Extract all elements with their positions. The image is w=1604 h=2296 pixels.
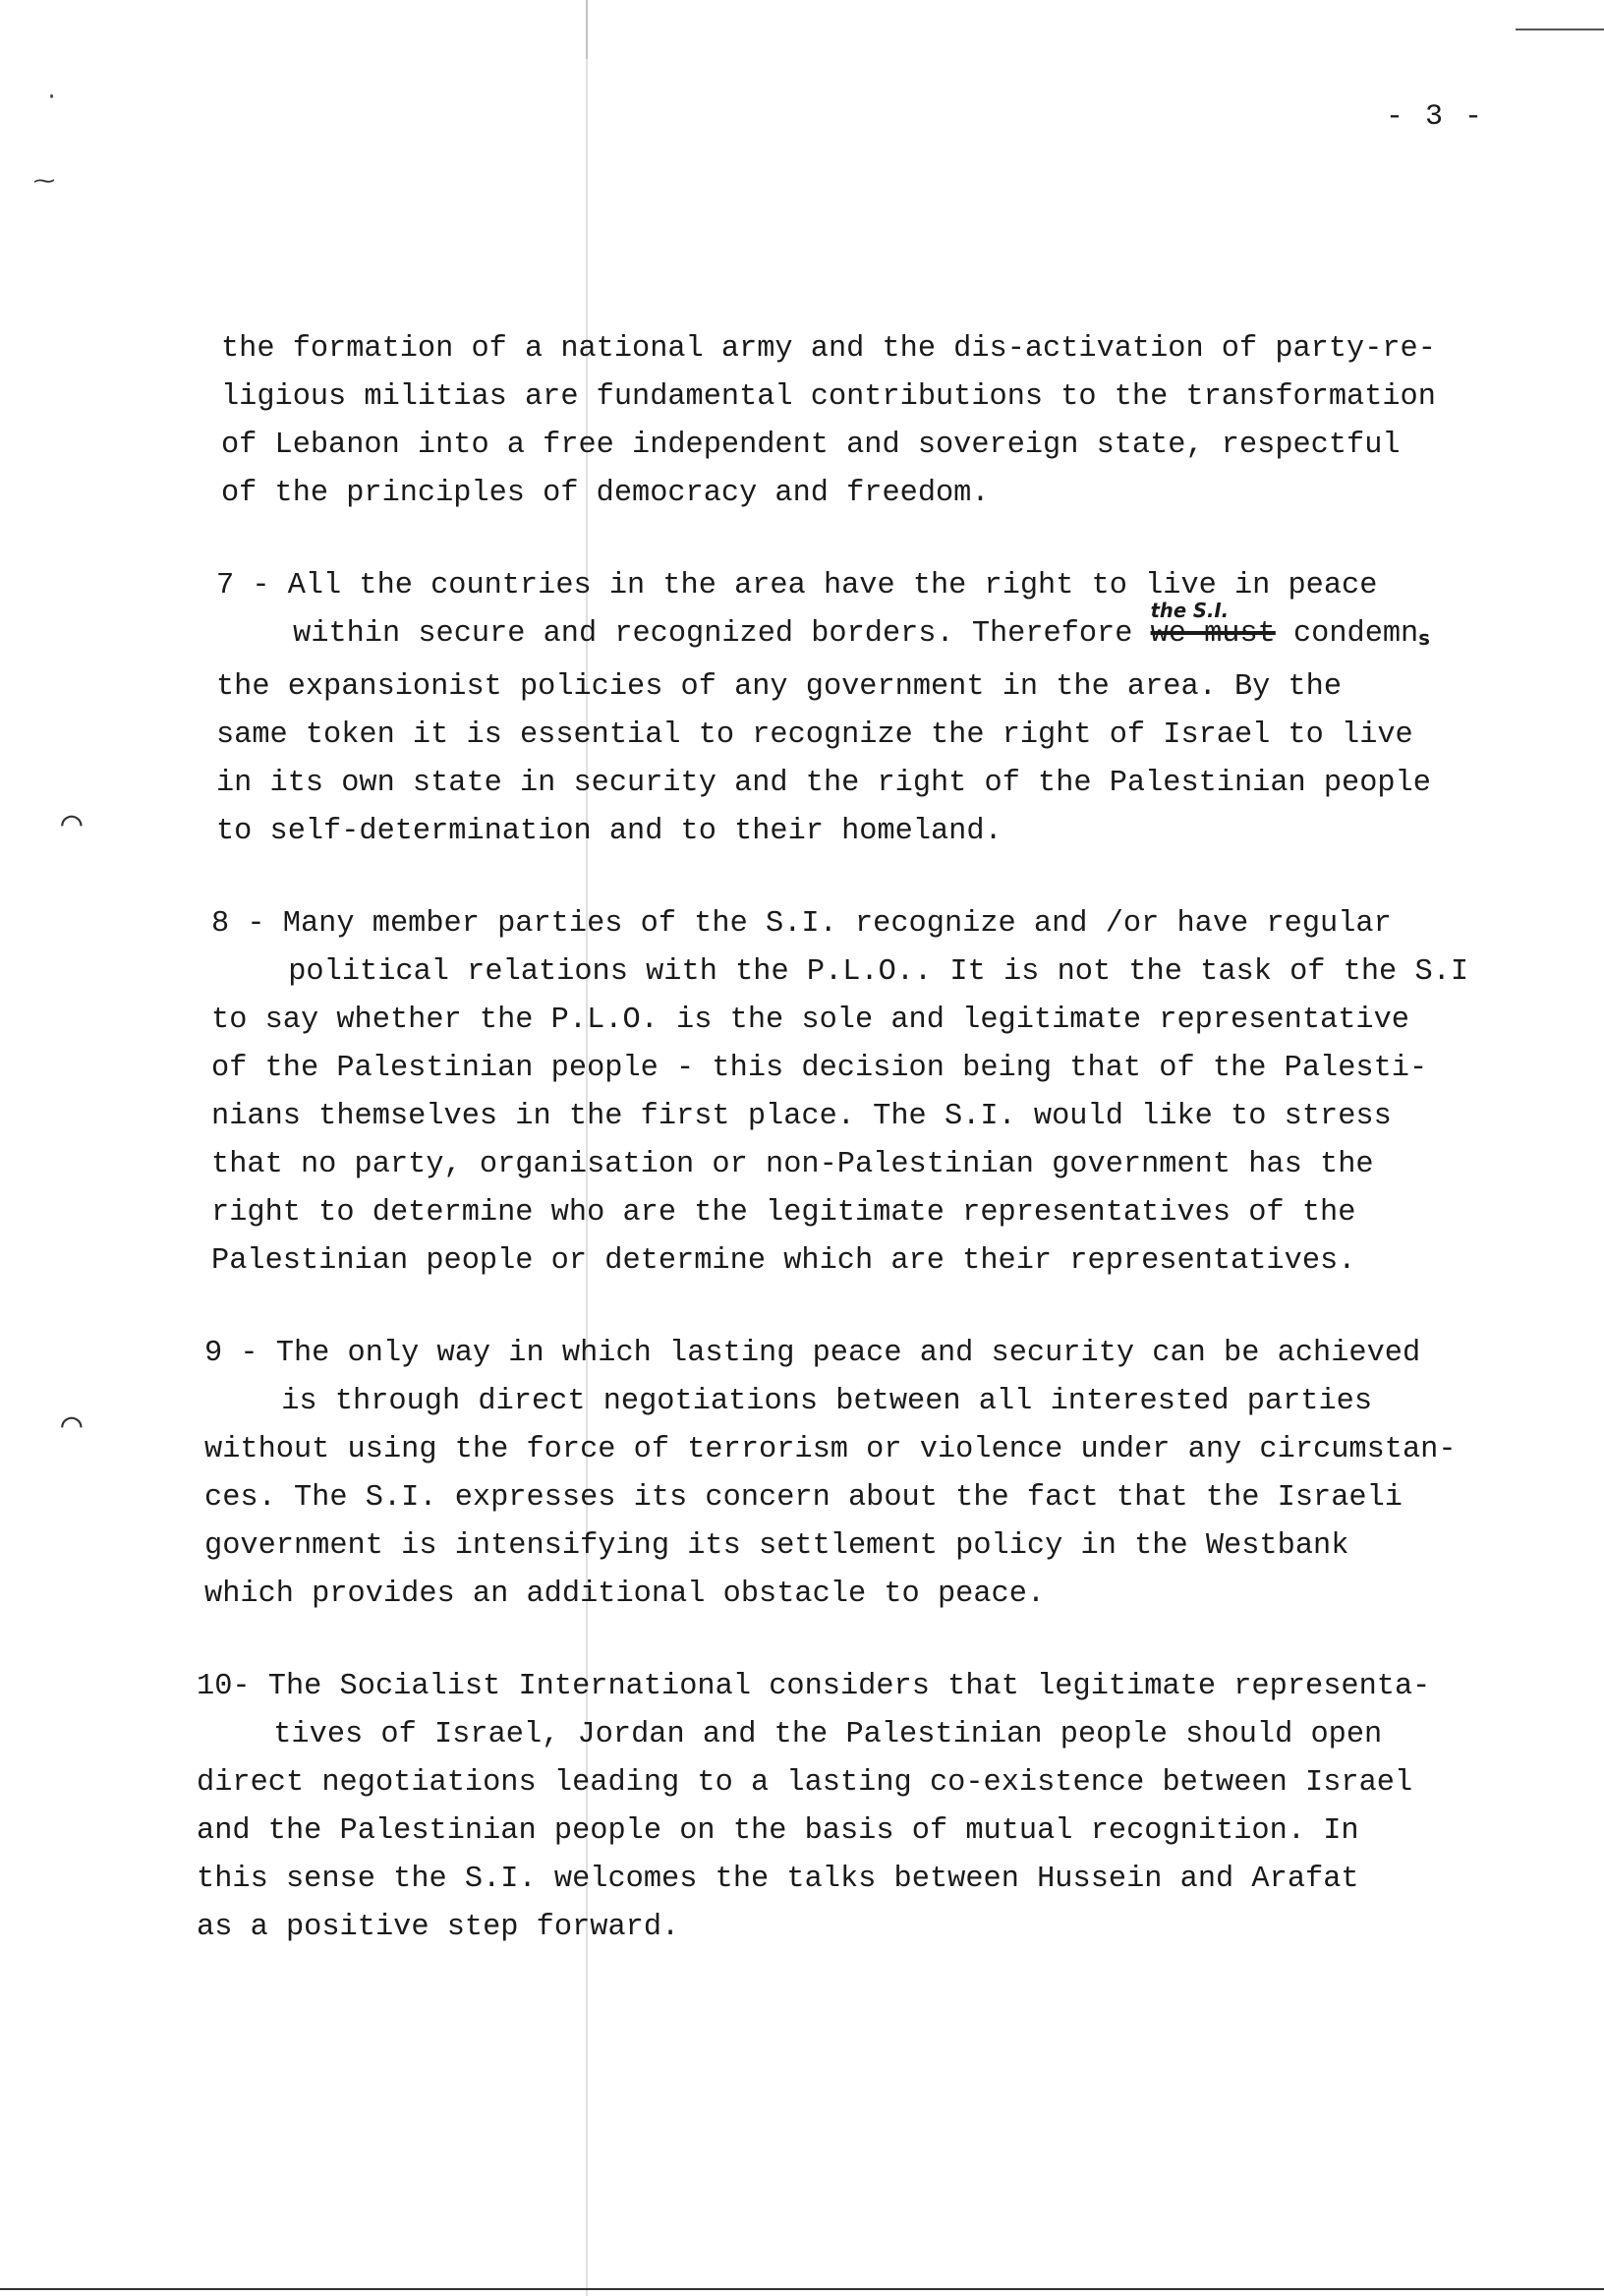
text-line: the expansionist policies of any government in the area. By the <box>216 669 1343 704</box>
text-line: 9 - The only way in which lasting peace and security can be achieved <box>204 1336 1421 1370</box>
text-line: 8 - Many member parties of the S.I. recognize and /or have regular <box>211 906 1392 941</box>
text-line: without using the force of terrorism or violence under any circumstan- <box>204 1432 1457 1466</box>
text-line: political relations with the P.L.O.. It is not the task of the S.I <box>288 954 1469 989</box>
paragraph-10 <box>197 1662 1604 1951</box>
paragraph-7 <box>216 561 1604 855</box>
text-line: the formation of a national army and the dis-activation of party-re- <box>221 331 1436 366</box>
text-line-with-correction <box>216 599 1579 662</box>
paragraph-6-continued <box>221 324 1604 517</box>
text-segment: condemn <box>1292 616 1419 651</box>
text-line: direct negotiations leading to a lasting co-existence between Israel <box>197 1765 1413 1800</box>
text-line: as a positive step forward. <box>197 1910 680 1944</box>
scan-speck: · <box>45 85 59 109</box>
handwritten-insertion: the S.I. <box>1150 599 1230 622</box>
text-line: government is intensifying its settlement policy in the Westbank <box>204 1528 1349 1563</box>
paragraph-9 <box>204 1329 1604 1618</box>
text-line: of the Palestinian people - this decision being that of the Palesti- <box>211 1051 1428 1085</box>
struck-out-text <box>1150 599 1276 651</box>
text-line: which provides an additional obstacle to peace. <box>204 1577 1046 1611</box>
text-line: is through direct negotiations between all interested parties <box>281 1384 1373 1418</box>
paragraph-8 <box>211 899 1604 1285</box>
text-line: Palestinian people or determine which are their representatives. <box>211 1243 1356 1278</box>
text-line: right to determine who are the legitimate representatives of the <box>211 1195 1356 1230</box>
deleted-words: we must <box>1150 616 1276 651</box>
text-line: tives of Israel, Jordan and the Palestinian people should open <box>273 1717 1383 1751</box>
punch-hole-mark: ⌒ <box>61 804 83 844</box>
page-number: - 3 - <box>1385 100 1484 134</box>
text-line: and the Palestinian people on the basis of mutual recognition. In <box>197 1813 1359 1848</box>
text-line: that no party, organisation or non-Palestinian government has the <box>211 1147 1374 1181</box>
text-line: ces. The S.I. expresses its concern about the fact that the Israeli <box>204 1480 1403 1515</box>
text-line: in its own state in security and the right of the Palestinian people <box>216 766 1431 800</box>
scan-edge-mark <box>1516 29 1604 30</box>
text-line: to say whether the P.L.O. is the sole and legitimate representative <box>211 1003 1409 1037</box>
text-line: this sense the S.I. welcomes the talks between Hussein and Arafat <box>197 1862 1359 1896</box>
text-line: ligious militias are fundamental contributions to the transformation <box>221 379 1436 414</box>
scan-speck: ⁓ <box>33 170 55 195</box>
text-line: of Lebanon into a free independent and sovereign state, respectful <box>221 428 1401 462</box>
text-line: 10- The Socialist International considers that legitimate representa- <box>197 1669 1431 1703</box>
text-line: nians themselves in the first place. The S.I. would like to stress <box>211 1099 1392 1133</box>
punch-hole-mark: ⌒ <box>61 1406 83 1446</box>
text-line: 7 - All the countries in the area have the right to live in peace <box>216 568 1378 603</box>
text-line: of the principles of democracy and freedom. <box>221 476 990 510</box>
scan-bottom-edge <box>0 2288 1604 2290</box>
text-line: same token it is essential to recognize the right of Israel to live <box>216 718 1413 752</box>
text-segment: within secure and recognized borders. Therefore <box>293 616 1133 651</box>
text-line: to self-determination and to their homeland. <box>216 814 1002 848</box>
handwritten-suffix: s <box>1418 626 1430 650</box>
document-body <box>197 324 1604 1995</box>
